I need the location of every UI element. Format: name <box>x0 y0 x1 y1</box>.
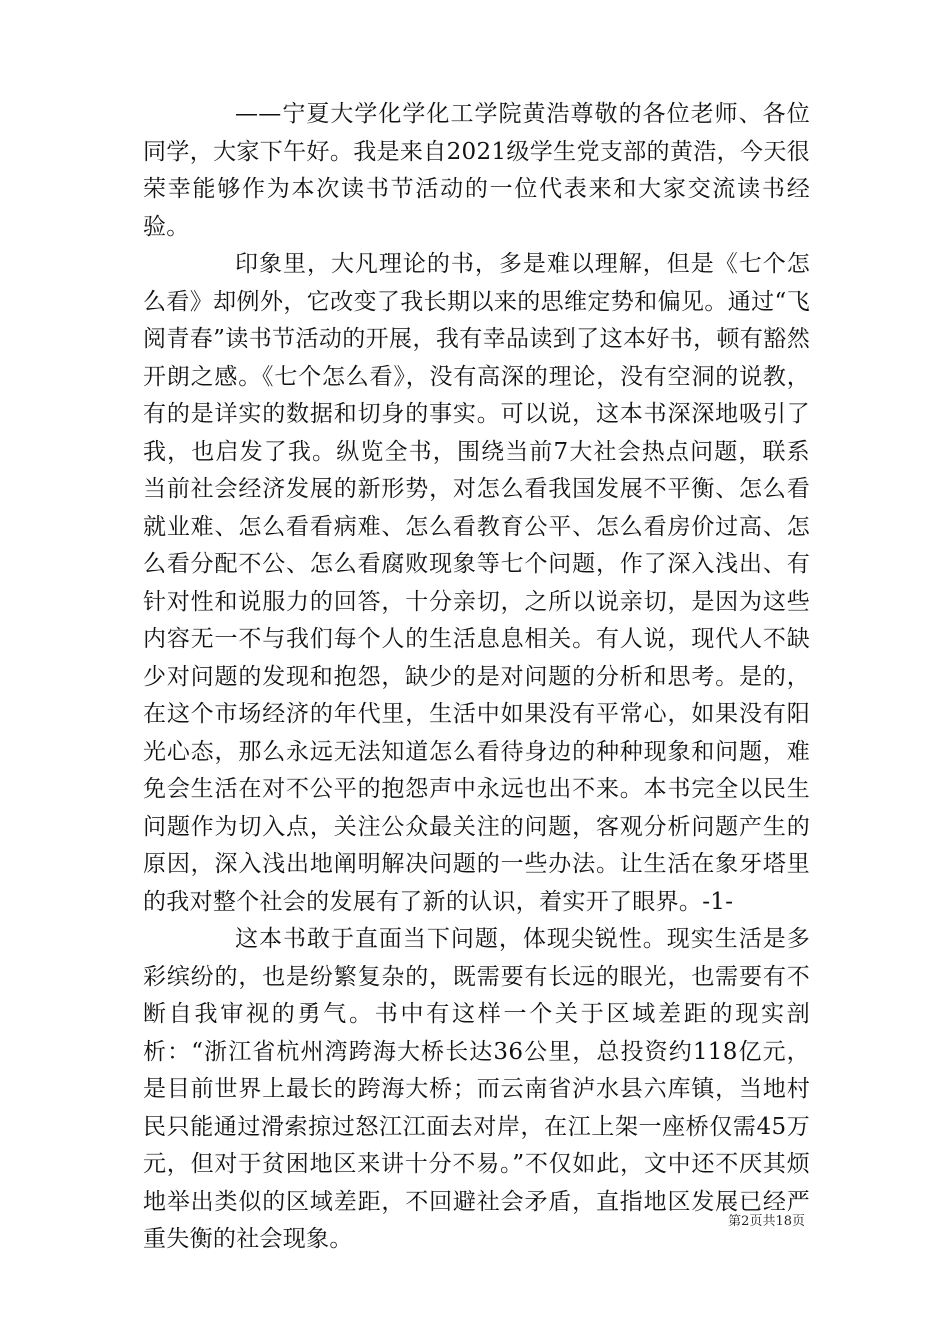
paragraph-impression: 印象里，大凡理论的书，多是难以理解，但是《七个怎么看》却例外，它改变了我长期以来的思维定势和偏见。通过“飞阅青春”读书节活动的开展，我有幸品读到了这本好书，顿有豁然开朗之感。《七个怎么看》，没有高深的理论，没有空洞的说教，有的是详实的数据和切身的事实。可以说，这本书深深地吸引了我，也启发了我。纵览全书，围绕当前7大社会热点问题，联系当前社会经济发展的新形势，对怎么看我国发展不平衡、怎么看就业难、怎么看看病难、怎么看教育公平、怎么看房价过高、怎么看分配不公、怎么看腐败现象等七个问题，作了深入浅出、有针对性和说服力的回答，十分亲切，之所以说亲切，是因为这些内容无一不与我们每个人的生活息息相关。有人说，现代人不缺少对问题的发现和抱怨，缺少的是对问题的分析和思考。是的，在这个市场经济的年代里，生活中如果没有平常心，如果没有阳光心态，那么永远无法知道怎么看待身边的种种现象和问题，难免会生活在对不公平的抱怨声中永远也出不来。本书完全以民生问题作为切入点，关注公众最关注的问题，客观分析问题产生的原因，深入浅出地阐明解决问题的一些办法。让生活在象牙塔里的我对整个社会的发展有了新的认识，着实开了眼界。-1- <box>143 251 810 915</box>
paragraph-sharpness: 这本书敢于直面当下问题，体现尖锐性。现实生活是多彩缤纷的，也是纷繁复杂的，既需要有长远的眼光，也需要有不断自我审视的勇气。书中有这样一个关于区域差距的现实剖析：“浙江省杭州湾跨海大桥长达36公里，总投资约118亿元，是目前世界上最长的跨海大桥；而云南省泸水县六库镇，当地村民只能通过滑索掠过怒江江面去对岸，在江上架一座桥仅需45万元，但对于贫困地区来讲十分不易。”不仅如此，文中还不厌其烦地举出类似的区域差距，不回避社会矛盾，直指地区发展已经严重失衡的社会现象。 <box>143 926 810 1252</box>
page-number-footer: 第2页共18页 <box>728 1214 805 1229</box>
document-body <box>143 96 810 1259</box>
paragraph-intro: ——宁夏大学化学化工学院黄浩尊敬的各位老师、各位同学，大家下午好。我是来自2021级学生党支部的黄浩，今天很荣幸能够作为本次读书节活动的一位代表来和大家交流读书经验。 <box>143 101 810 240</box>
